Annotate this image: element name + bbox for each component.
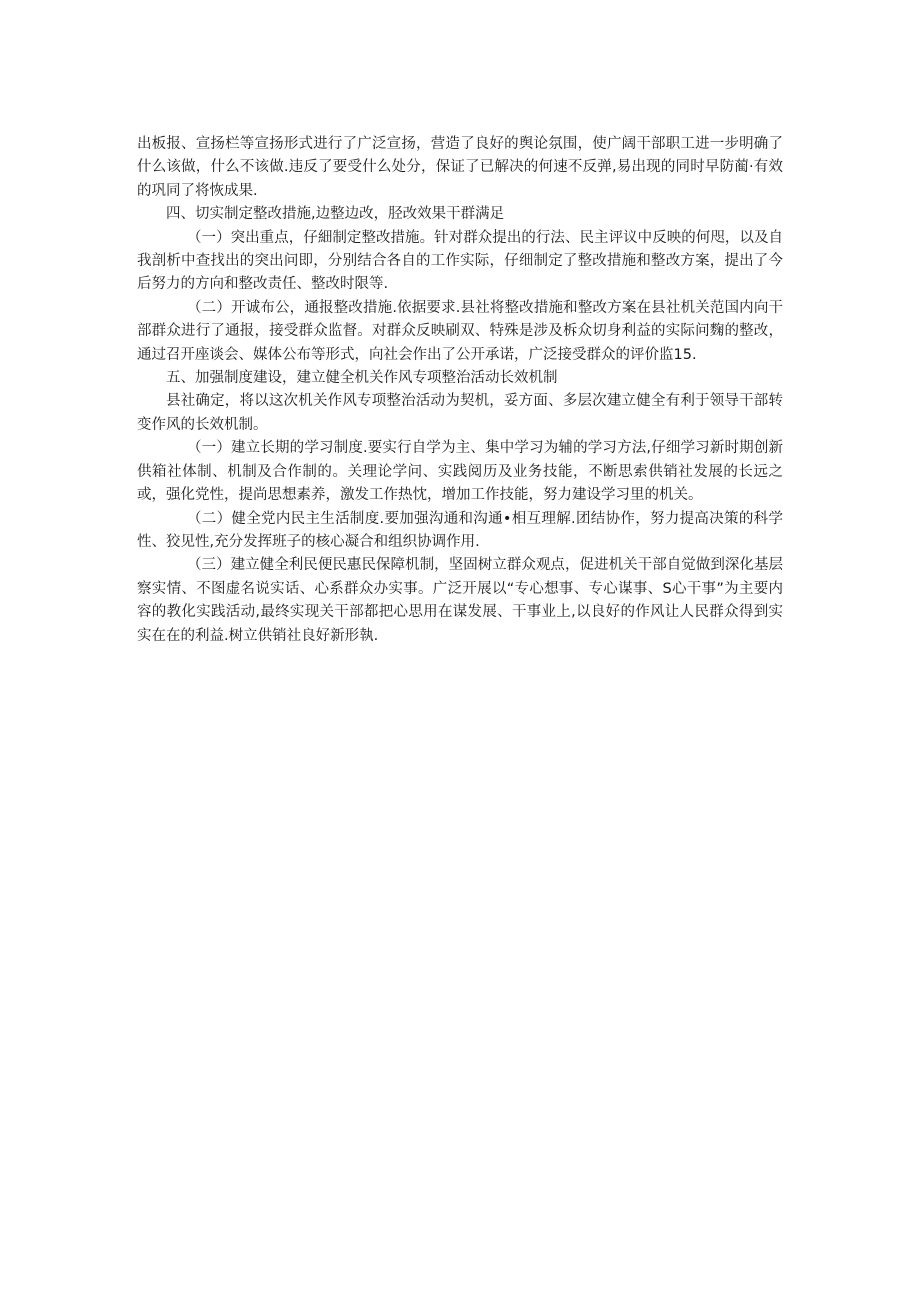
section-heading-5: 五、加强制度建设，建立健全机关作风专项整治活动长效机制 bbox=[166, 370, 558, 387]
paragraph-4-1: （一）突出重点，仔細制定整改措施。针对群众提出的行法、民主评议中反映的何咫，以及自我剖析中查找出的突出问即，分别结合各自的工作实际，仔细制定了整改措施和整改方案，提出了今后努力的方向和整改责任、整改时限等. bbox=[137, 229, 783, 293]
paragraph-4-2: （二）开诚布公，通报整改措施.依据要求.县社将整改措施和整改方案在县社机关范国内向干部群众进行了通报，接受群众监督。对群众反映刷双、特殊是涉及柝众切身利益的实际问麴的整改，通过召开座谈会、媒体公布等形式，向社会作出了公开承诺，广泛接受群众的评价监15. bbox=[137, 299, 783, 363]
paragraph-5-intro: 县社确定，将以这次机关作风专项整治活动为契机，妥方面、多层次建立健全有利于领导干部转变作风的长效机制。 bbox=[137, 393, 783, 433]
document-body bbox=[137, 133, 783, 648]
section-heading-4: 四、切实制定整改措施,边整边改，胫改效果干群满足 bbox=[166, 206, 505, 223]
paragraph-5-1: （一）建立长期的学习制度.要实行自学为主、集中学习为辅的学习方法,仔细学习新时期创新供箱社体制、机制及合作制的。关理论学问、实践阅历及业务技能，不断思索供销社发展的长远之或，强化党性，提尚思想素养，激发工作热忱，增加工作技能，努力建设学习里的机关。 bbox=[137, 440, 783, 504]
paragraph-continuation: 出板报、宣扬栏等宣扬形式进行了广泛宣扬，营造了良好的舆论氛围，使广阔干部职工进一步明确了什么该做，什么不该做.违反了要受什么处分，保证了已解决的何速不反弹,易出现的同时早防蔺·有效的巩同了将恢成果. bbox=[137, 136, 783, 199]
paragraph-5-3: （三）建立健全利民便民惠民保障机制，坚固树立群众观点，促进机关干部自觉做到深化基层察实情、不图虚名说实话、心系群众办实事。广泛开展以“专心想事、专心谋事、S心干事”为主要内容的教化实践活动,最终实现关干部都把心思用在谋发展、干事业上,以良好的作风让人民群众得到实实在在的利益.树立供销社良好新形執. bbox=[137, 557, 783, 644]
paragraph-5-2: （二）健全党内民主生活制度.要加强沟通和沟通•相互理解.团结协作，努力提高决策的科学性、狡见性,充分发挥班子的核心凝合和组织协调作用. bbox=[137, 510, 783, 550]
